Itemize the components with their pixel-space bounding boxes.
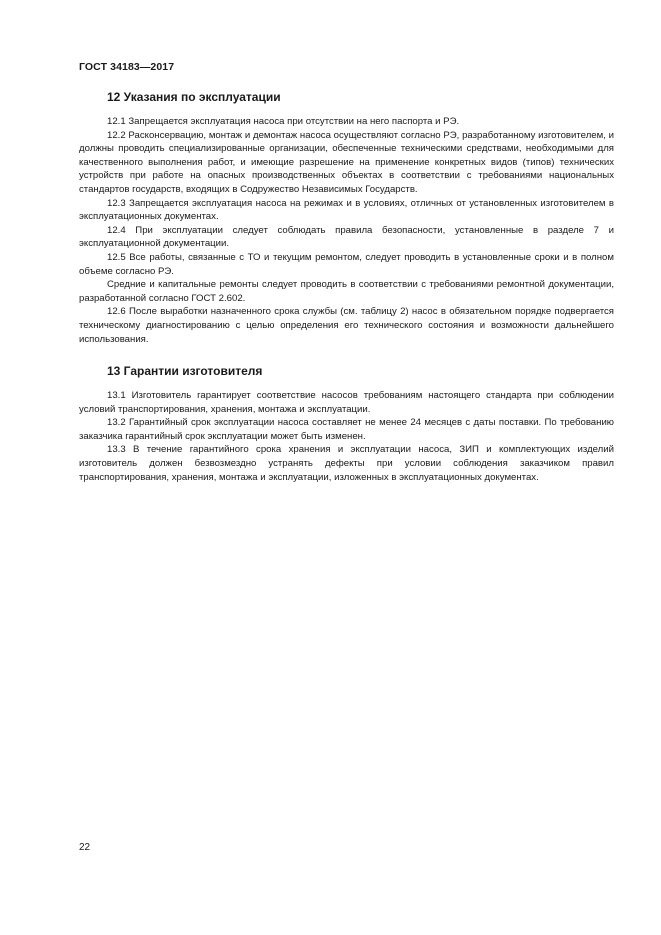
- section-title: 13 Гарантии изготовителя: [107, 364, 263, 379]
- section-manufacturer-warranty: [79, 362, 614, 484]
- paragraph-13-1: 13.1 Изготовитель гарантирует соответствие насосов требованиям настоящего стандарта при соблюдении условий транспортирования, хранения, монтажа и эксплуатации.: [79, 390, 614, 415]
- document-body: [79, 88, 614, 484]
- paragraph-12-5-repairs: Средние и капитальные ремонты следует проводить в соответствии с требованиями ремонтной документации, разработанной согласно ГОСТ 2.602.: [79, 279, 614, 304]
- paragraph-12-3: 12.3 Запрещается эксплуатация насоса на режимах и в условиях, отличных от установленных изготовителем в эксплуатационных документах.: [79, 197, 614, 223]
- section-operating-instructions: [79, 88, 614, 346]
- paragraph-13-3: 13.3 В течение гарантийного срока хранения и эксплуатации насоса, ЗИП и комплектующих изделий изготовитель должен безвозмездно устранять дефекты при условии соблюдения заказчиком правил транспортирования, хранения, монтажа и эксплуатации, изложенных в эксплуатационных документах.: [79, 444, 614, 483]
- paragraph-13-2: 13.2 Гарантийный срок эксплуатации насоса составляет не менее 24 месяцев с даты поставки. По требованию заказчика гарантийный срок эксплуатации может быть изменен.: [79, 417, 614, 442]
- paragraph-12-1: 12.1 Запрещается эксплуатация насоса при отсутствии на него паспорта и РЭ.: [107, 116, 460, 127]
- page-number: 22: [79, 842, 91, 853]
- paragraph-12-5: 12.5 Все работы, связанные с ТО и текущим ремонтом, следует проводить в установленные сроки и в полном объеме согласно РЭ.: [79, 251, 614, 277]
- paragraph-12-6: 12.6 После выработки назначенного срока службы (см. таблицу 2) насос в обязательном порядке подвергается техническому диагностированию с целью определения его технического состояния и возможности дальнейшего использования.: [79, 306, 614, 345]
- paragraph-12-4: 12.4 При эксплуатации следует соблюдать правила безопасности, установленные в разделе 7 и эксплуатационной документации.: [79, 224, 614, 250]
- standard-code-header: ГОСТ 34183—2017: [79, 61, 175, 73]
- paragraph-12-2: 12.2 Расконсервацию, монтаж и демонтаж насоса осуществляют согласно РЭ, разработанному изготовителем, и должны проводить специализированные организации, обеспеченные техническими средствами, необходимыми для качественного выполнения работ, и имеющие разрешение на применение конкретных видов (типов) технических устройств при работе на опасных производственных объектах в соответствии с требованиями национальных стандартов государств, входящих в Содружество Независимых Государств.: [79, 129, 614, 195]
- section-title: 12 Указания по эксплуатации: [107, 90, 281, 104]
